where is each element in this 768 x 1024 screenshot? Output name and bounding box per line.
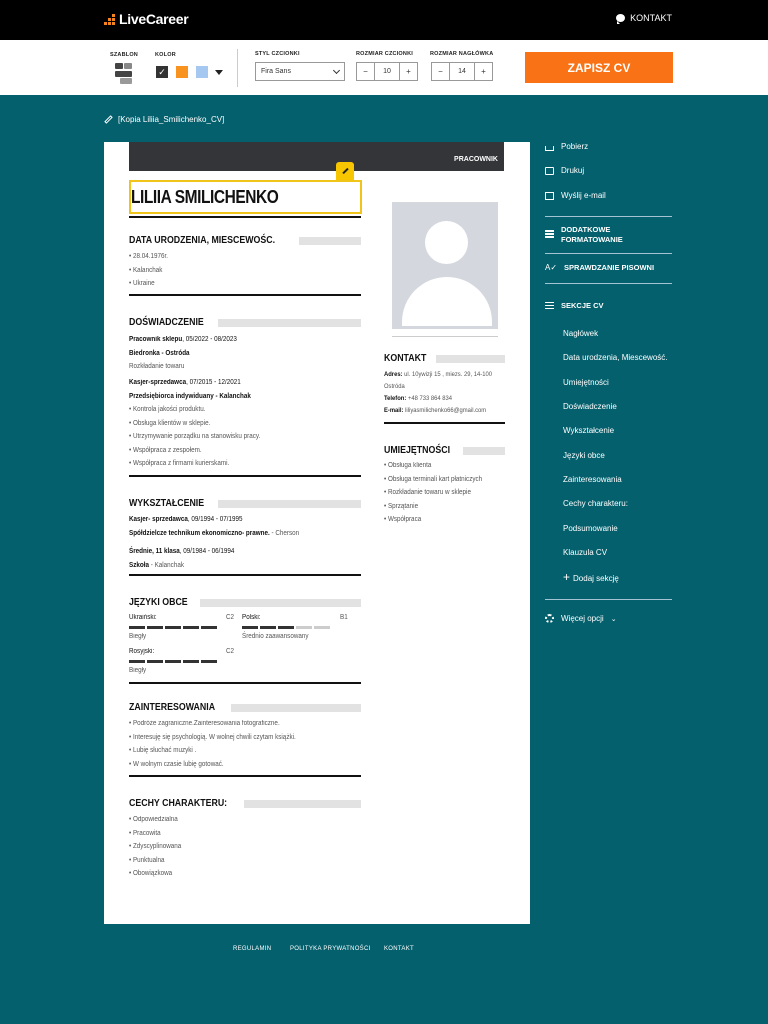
more-options-button[interactable]: Więcej opcji ⌄	[545, 614, 617, 623]
interests-section-title[interactable]: ZAINTERESOWANIA	[129, 702, 361, 713]
chevron-down-icon	[333, 67, 340, 74]
divider	[129, 294, 361, 296]
list-icon	[545, 230, 554, 238]
color-swatch-orange[interactable]	[176, 66, 188, 78]
divider	[129, 682, 361, 684]
template-label: SZABLON	[110, 52, 138, 58]
document-name-label: [Kopia Liliia_Smilichenko_CV]	[118, 115, 225, 124]
spellcheck-icon: A✓	[545, 263, 558, 272]
full-name: LILIIA SMILICHENKO	[131, 187, 279, 207]
level-segment	[260, 626, 276, 629]
education-entry-1: Kasjer- sprzedawca, 09/1994 - 07/1995 Spółdzielcze technikum ekonomiczno- prawne. - Cherson	[129, 516, 300, 537]
section-link-interests[interactable]: Zainteresowania	[563, 475, 622, 484]
font-size-increase-button[interactable]: +	[406, 67, 411, 76]
section-link-experience[interactable]: Doświadczenie	[563, 402, 617, 411]
avatar-shoulders	[402, 277, 492, 329]
section-link-birth[interactable]: Data urodzenia, Miescewość.	[563, 353, 668, 362]
chevron-down-icon: ⌄	[610, 615, 617, 623]
experience-section-title[interactable]: DOŚWIADCZENIE	[129, 317, 361, 328]
section-link-education[interactable]: Wykształcenie	[563, 426, 615, 435]
heading-size-label: ROZMIAR NAGŁÓWKA	[430, 51, 494, 57]
language-desc: Średnio zaawansowany	[242, 633, 309, 640]
job-title-label: PRACOWNIK	[454, 156, 498, 163]
level-segment	[314, 626, 330, 629]
avatar-head	[425, 221, 468, 264]
toolbar-divider	[237, 49, 238, 87]
sidebar-divider	[545, 283, 672, 284]
contact-section-title[interactable]: KONTAKT	[384, 353, 505, 364]
traits-list: • Odpowiedzialna • Pracowita • Zdyscyplinowana • Punktualna • Obowiązkowa	[129, 816, 182, 877]
add-section-button[interactable]: + Dodaj sekcję	[563, 570, 619, 584]
level-segment	[165, 660, 181, 663]
name-heading[interactable]	[129, 180, 362, 214]
language-name: Polski:	[242, 614, 261, 621]
divider	[129, 216, 361, 218]
plus-icon: +	[563, 570, 571, 584]
skills-section-title[interactable]: UMIEJĘTNOŚCI	[384, 445, 505, 456]
font-size-value[interactable]: 10	[374, 63, 400, 80]
level-segment	[201, 626, 217, 629]
heading-size-value[interactable]: 14	[449, 63, 475, 80]
header-band	[129, 142, 504, 171]
divider	[129, 475, 361, 477]
logo-text: LiveCareer	[119, 11, 189, 27]
save-cv-button[interactable]: ZAPISZ CV	[525, 52, 673, 83]
download-icon	[545, 146, 554, 151]
language-level-bar	[129, 660, 217, 663]
level-segment	[147, 660, 163, 663]
divider	[129, 574, 361, 576]
language-name: Rosyjski:	[129, 648, 155, 655]
skills-list: • Obsługa klienta • Obsługa terminali kart płatniczych • Rozkładanie towaru w sklepie • Sprzątanie • Współpraca	[384, 462, 483, 523]
level-segment	[183, 626, 199, 629]
color-swatch-blue[interactable]	[196, 66, 208, 78]
interests-list: • Podróże zagraniczne.Zainteresowania fotograficzne. • Interesuję się psychologią. W wolnej chwili czytam książki. • Lubię słuchać muzyki . • W wolnym czasie lubię gotować.	[129, 720, 296, 768]
level-segment	[129, 626, 145, 629]
top-contact-link[interactable]	[616, 13, 672, 23]
pencil-icon	[104, 115, 112, 123]
heading-size-stepper	[431, 62, 493, 81]
print-button[interactable]: Drukuj	[545, 166, 584, 175]
edit-section-button[interactable]	[336, 162, 354, 180]
logo-icon	[104, 13, 116, 25]
language-desc: Biegły	[129, 633, 147, 640]
level-segment	[242, 626, 258, 629]
languages-section-title[interactable]: JĘZYKI OBCE	[129, 597, 361, 608]
livecareer-logo[interactable]	[104, 11, 188, 27]
section-link-header[interactable]: Nagłówek	[563, 329, 599, 338]
font-style-value: Fira Sans	[261, 68, 291, 75]
divider	[384, 422, 505, 424]
section-link-summary[interactable]: Podsumowanie	[563, 524, 618, 533]
language-level: C2	[226, 648, 235, 655]
language-level: B1	[340, 614, 348, 621]
traits-section-title[interactable]: CECHY CHARAKTERU:	[129, 798, 361, 809]
level-segment	[183, 660, 199, 663]
level-segment	[278, 626, 294, 629]
chat-bubble-icon	[616, 14, 625, 22]
top-bar	[0, 0, 768, 40]
sidebar-divider	[545, 216, 672, 217]
footer-terms-link[interactable]: REGULAMIN	[233, 946, 272, 952]
education-section-title[interactable]: WYKSZTAŁCENIE	[129, 498, 361, 509]
section-link-skills[interactable]: Umiejętności	[563, 378, 609, 387]
footer-contact-link[interactable]: KONTAKT	[384, 946, 414, 952]
education-entry-2: Średnie, 11 klasa, 09/1984 - 06/1994 Szkoła - Kalanchak	[129, 548, 235, 569]
cv-sections-header[interactable]: SEKCJE CV	[545, 301, 604, 310]
contact-details: Adres: ul. 10ywizji 15 , miezs. 29, 14-100 Ostróda Telefon: +48 733 864 834 E-mail: liliyasmilichenko66@gmail.com	[384, 371, 492, 414]
divider	[392, 336, 498, 337]
level-segment	[296, 626, 312, 629]
color-swatch-dark[interactable]	[156, 66, 168, 78]
font-size-label: ROZMIAR CZCIONKI	[356, 51, 413, 57]
section-link-traits[interactable]: Cechy charakteru:	[563, 499, 628, 508]
email-button[interactable]: Wyślij e-mail	[545, 191, 606, 200]
level-segment	[201, 660, 217, 663]
document-name[interactable]	[104, 115, 224, 124]
download-button[interactable]: Pobierz	[545, 142, 588, 151]
font-style-select[interactable]	[255, 62, 345, 81]
check-icon: ✓	[158, 67, 166, 77]
gear-icon	[545, 614, 554, 623]
language-level: C2	[226, 614, 235, 621]
experience-entry-2: Kasjer-sprzedawca, 07/2015 - 12/2021 Przedsiębiorca indywiduany - Kalanchak • Kontrola jakości produktu. • Obsługa klientów w sklepie. • Utrzymywanie porządku na stanowisku pracy. • Współpraca z zespołem. • Współpraca z firmami kurierskami.	[129, 379, 261, 467]
mail-icon	[545, 192, 554, 200]
heading-size-decrease-button[interactable]: −	[438, 67, 443, 76]
color-label: KOLOR	[155, 52, 176, 58]
level-segment	[147, 626, 163, 629]
level-segment	[129, 660, 145, 663]
language-name: Ukraiński:	[129, 614, 157, 621]
template-picker-icon[interactable]	[115, 63, 133, 85]
color-dropdown-caret-icon[interactable]	[215, 70, 223, 75]
language-desc: Biegły	[129, 667, 147, 674]
birth-section-title[interactable]: DATA URODZENIA, MIESCEWOŚC.	[129, 235, 361, 246]
language-level-bar	[129, 626, 217, 629]
level-segment	[165, 626, 181, 629]
section-link-languages[interactable]: Języki obce	[563, 451, 605, 460]
divider	[129, 775, 361, 777]
printer-icon	[545, 167, 554, 175]
font-size-stepper	[356, 62, 418, 81]
pencil-icon	[342, 168, 348, 174]
birth-list: • 28.04.1976r. • Kalanchak • Ukraine	[129, 253, 168, 287]
sidebar-divider	[545, 253, 672, 254]
cv-page	[104, 142, 530, 924]
experience-entry-1: Pracownik sklepu, 05/2022 - 08/2023 Biedronka - Ostróda Rozkładanie towaru	[129, 336, 237, 370]
spellcheck-button[interactable]: A✓ SPRAWDZANIE PISOWNI	[545, 263, 655, 272]
language-level-bar	[242, 626, 330, 629]
footer-privacy-link[interactable]: POLITYKA PRYWATNOŚCI	[290, 946, 371, 952]
font-style-label: STYL CZCIONKI	[255, 51, 300, 57]
profile-photo-placeholder[interactable]	[392, 202, 498, 329]
sidebar-divider	[545, 599, 672, 600]
section-link-clause[interactable]: Klauzula CV	[563, 548, 608, 557]
heading-size-increase-button[interactable]: +	[481, 67, 486, 76]
font-size-decrease-button[interactable]: −	[363, 67, 368, 76]
list-icon	[545, 302, 554, 310]
extra-formatting-button[interactable]: DODATKOWE FORMATOWANIE	[545, 225, 623, 245]
top-contact-label: KONTAKT	[630, 13, 672, 23]
